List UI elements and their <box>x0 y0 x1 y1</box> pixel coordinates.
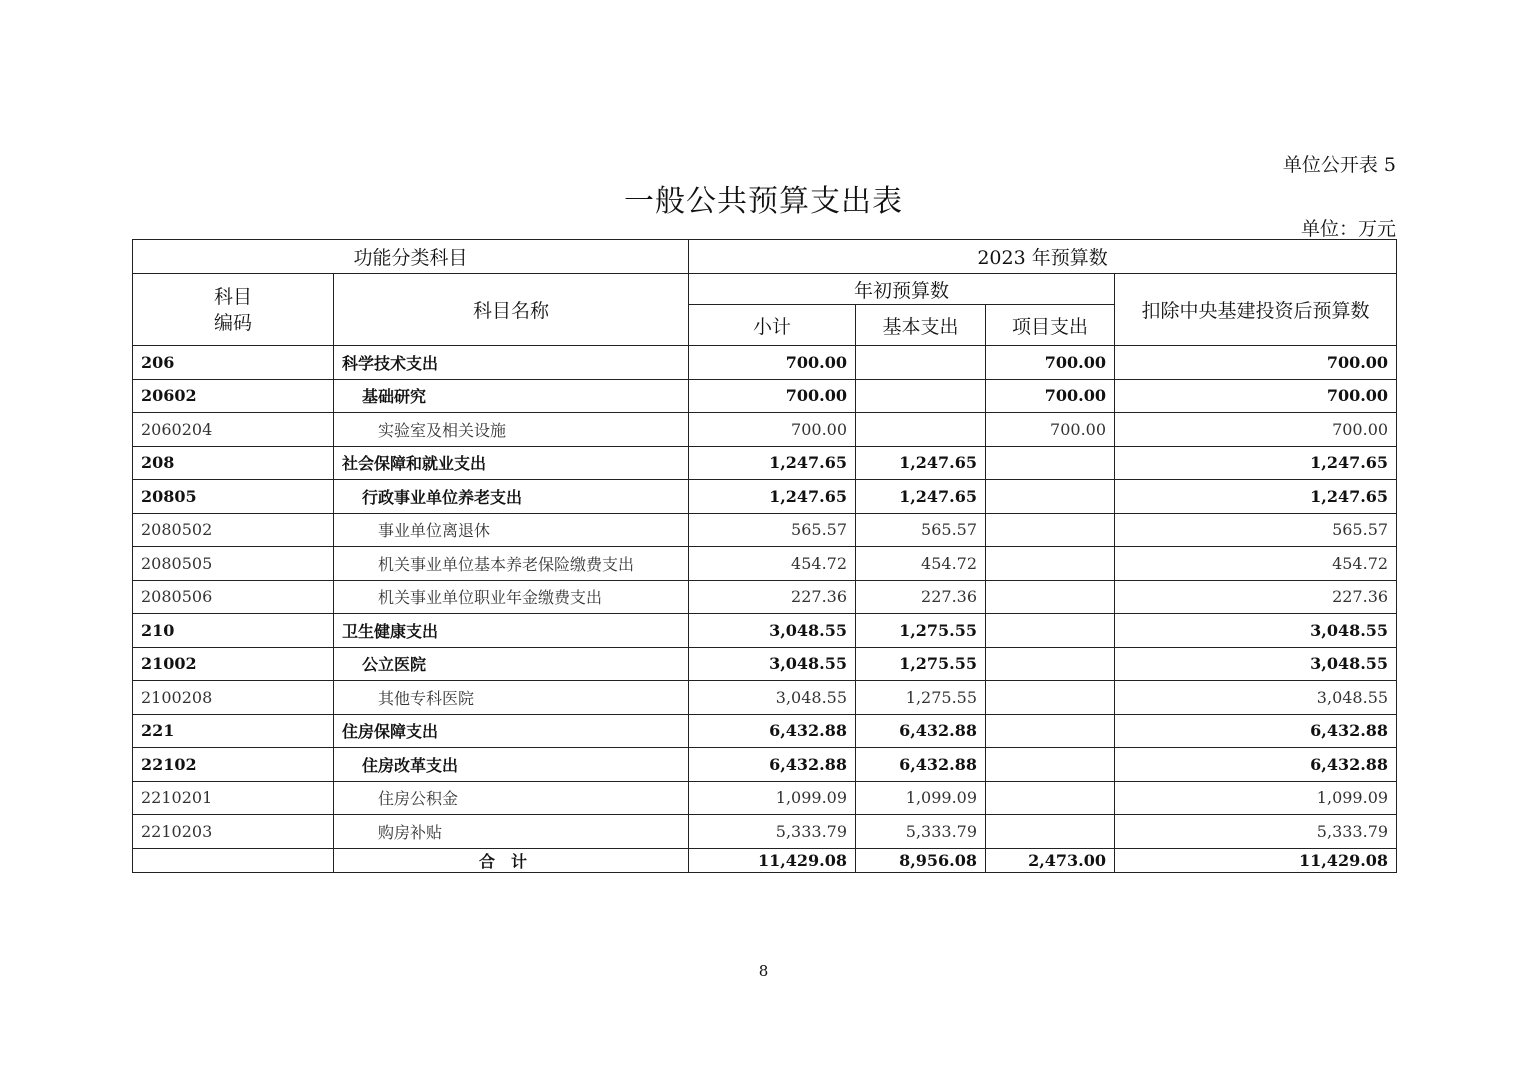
row-code: 2060204 <box>133 413 334 447</box>
row-subtotal: 3,048.55 <box>689 614 856 648</box>
table-row <box>133 580 1397 614</box>
table-row <box>133 748 1397 782</box>
table-row <box>133 614 1397 648</box>
row-basic <box>856 413 986 447</box>
table-row <box>133 379 1397 413</box>
row-after: 227.36 <box>1115 580 1397 614</box>
row-code: 20805 <box>133 480 334 514</box>
total-after: 11,429.08 <box>1115 848 1397 872</box>
row-subtotal: 5,333.79 <box>689 815 856 849</box>
total-subtotal: 11,429.08 <box>689 848 856 872</box>
row-after: 700.00 <box>1115 413 1397 447</box>
row-after: 6,432.88 <box>1115 748 1397 782</box>
row-project: 700.00 <box>986 413 1115 447</box>
table-row <box>133 781 1397 815</box>
table-row <box>133 413 1397 447</box>
row-basic: 1,099.09 <box>856 781 986 815</box>
row-basic: 1,275.55 <box>856 681 986 715</box>
row-name: 社会保障和就业支出 <box>334 446 689 480</box>
table-row <box>133 681 1397 715</box>
table-row <box>133 346 1397 380</box>
row-basic: 1,247.65 <box>856 446 986 480</box>
row-code: 210 <box>133 614 334 648</box>
row-project <box>986 614 1115 648</box>
page-title: 一般公共预算支出表 <box>624 184 903 219</box>
header-project: 项目支出 <box>986 305 1115 346</box>
row-basic: 227.36 <box>856 580 986 614</box>
row-project: 700.00 <box>986 346 1115 380</box>
row-subtotal: 700.00 <box>689 346 856 380</box>
row-after: 700.00 <box>1115 379 1397 413</box>
header-function-category: 功能分类科目 <box>133 240 689 274</box>
header-code: 科目 编码 <box>133 274 334 346</box>
row-after: 3,048.55 <box>1115 647 1397 681</box>
row-after: 700.00 <box>1115 346 1397 380</box>
header-after-deduction: 扣除中央基建投资后预算数 <box>1115 274 1397 346</box>
row-name: 住房公积金 <box>334 781 689 815</box>
row-name: 科学技术支出 <box>334 346 689 380</box>
row-project <box>986 446 1115 480</box>
table-number: 单位公开表 5 <box>1282 154 1396 176</box>
row-after: 1,247.65 <box>1115 446 1397 480</box>
total-code-cell <box>133 848 334 872</box>
row-code: 20602 <box>133 379 334 413</box>
row-subtotal: 700.00 <box>689 413 856 447</box>
row-name: 购房补贴 <box>334 815 689 849</box>
row-after: 3,048.55 <box>1115 614 1397 648</box>
table-row <box>133 547 1397 581</box>
row-basic: 1,247.65 <box>856 480 986 514</box>
row-code: 221 <box>133 714 334 748</box>
row-basic <box>856 346 986 380</box>
row-basic: 1,275.55 <box>856 614 986 648</box>
row-name: 事业单位离退休 <box>334 513 689 547</box>
budget-table <box>132 239 1397 873</box>
row-after: 565.57 <box>1115 513 1397 547</box>
row-code: 2210201 <box>133 781 334 815</box>
row-basic: 565.57 <box>856 513 986 547</box>
row-subtotal: 6,432.88 <box>689 714 856 748</box>
page-number: 8 <box>758 962 769 980</box>
row-name: 住房保障支出 <box>334 714 689 748</box>
row-project <box>986 513 1115 547</box>
unit-label: 单位：万元 <box>1300 218 1396 240</box>
table-row <box>133 647 1397 681</box>
row-subtotal: 227.36 <box>689 580 856 614</box>
row-name: 机关事业单位基本养老保险缴费支出 <box>334 547 689 581</box>
table-row <box>133 513 1397 547</box>
row-name: 住房改革支出 <box>334 748 689 782</box>
row-after: 1,099.09 <box>1115 781 1397 815</box>
row-basic: 1,275.55 <box>856 647 986 681</box>
row-subtotal: 1,099.09 <box>689 781 856 815</box>
row-subtotal: 454.72 <box>689 547 856 581</box>
row-basic: 6,432.88 <box>856 748 986 782</box>
row-basic: 6,432.88 <box>856 714 986 748</box>
row-subtotal: 3,048.55 <box>689 647 856 681</box>
header-name: 科目名称 <box>334 274 689 346</box>
row-project <box>986 815 1115 849</box>
row-project <box>986 647 1115 681</box>
row-project <box>986 748 1115 782</box>
row-code: 2080506 <box>133 580 334 614</box>
row-project <box>986 714 1115 748</box>
row-code: 208 <box>133 446 334 480</box>
row-code: 21002 <box>133 647 334 681</box>
row-project <box>986 547 1115 581</box>
total-project: 2,473.00 <box>986 848 1115 872</box>
header-subtotal: 小计 <box>689 305 856 346</box>
row-after: 1,247.65 <box>1115 480 1397 514</box>
total-row <box>133 848 1397 872</box>
row-name: 机关事业单位职业年金缴费支出 <box>334 580 689 614</box>
row-basic: 5,333.79 <box>856 815 986 849</box>
table-row <box>133 815 1397 849</box>
row-subtotal: 1,247.65 <box>689 446 856 480</box>
row-subtotal: 6,432.88 <box>689 748 856 782</box>
row-subtotal: 3,048.55 <box>689 681 856 715</box>
table-row <box>133 714 1397 748</box>
row-name: 基础研究 <box>334 379 689 413</box>
table-row <box>133 480 1397 514</box>
row-project <box>986 781 1115 815</box>
header-early-budget: 年初预算数 <box>689 274 1115 305</box>
row-subtotal: 1,247.65 <box>689 480 856 514</box>
row-project <box>986 580 1115 614</box>
row-name: 实验室及相关设施 <box>334 413 689 447</box>
row-name: 其他专科医院 <box>334 681 689 715</box>
total-label: 合计 <box>334 848 689 872</box>
row-after: 6,432.88 <box>1115 714 1397 748</box>
row-after: 454.72 <box>1115 547 1397 581</box>
row-after: 5,333.79 <box>1115 815 1397 849</box>
header-year-budget: 2023 年预算数 <box>689 240 1397 274</box>
row-code: 2080505 <box>133 547 334 581</box>
row-code: 2210203 <box>133 815 334 849</box>
row-code: 2100208 <box>133 681 334 715</box>
row-project: 700.00 <box>986 379 1115 413</box>
row-subtotal: 565.57 <box>689 513 856 547</box>
row-code: 22102 <box>133 748 334 782</box>
row-after: 3,048.55 <box>1115 681 1397 715</box>
row-project <box>986 480 1115 514</box>
row-subtotal: 700.00 <box>689 379 856 413</box>
header-basic: 基本支出 <box>856 305 986 346</box>
row-name: 公立医院 <box>334 647 689 681</box>
row-name: 卫生健康支出 <box>334 614 689 648</box>
row-code: 2080502 <box>133 513 334 547</box>
row-name: 行政事业单位养老支出 <box>334 480 689 514</box>
row-basic <box>856 379 986 413</box>
table-row <box>133 446 1397 480</box>
total-basic: 8,956.08 <box>856 848 986 872</box>
row-basic: 454.72 <box>856 547 986 581</box>
row-project <box>986 681 1115 715</box>
table-body <box>133 346 1397 849</box>
row-code: 206 <box>133 346 334 380</box>
